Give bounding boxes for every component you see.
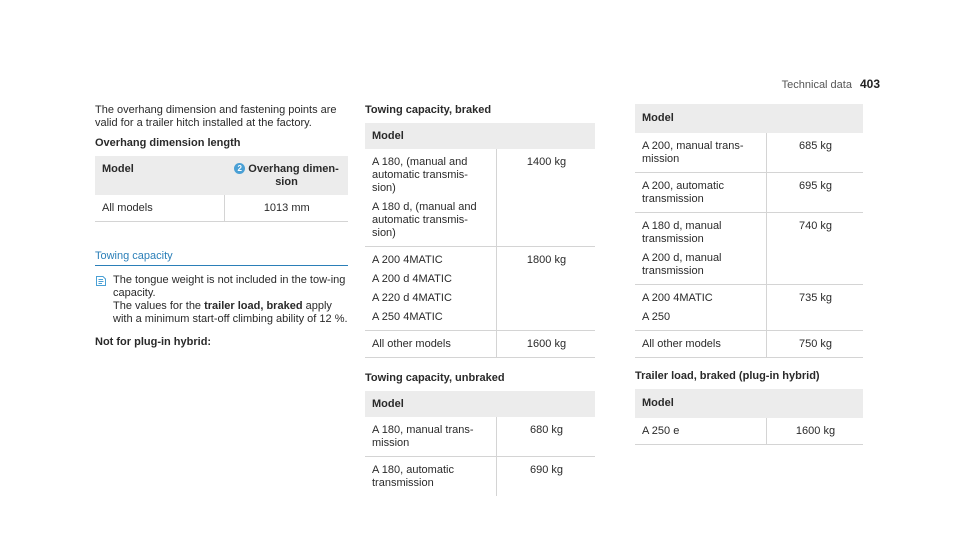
row-value: 690 kg	[497, 457, 596, 497]
model-name: A 180, (manual and automatic transmis-sion)	[372, 156, 468, 194]
page-number: 403	[859, 77, 880, 91]
hybrid-table	[635, 389, 863, 445]
unbraked-continued-table	[635, 104, 863, 358]
col-model-header: Model	[365, 391, 595, 417]
model-name: All other models	[372, 338, 451, 350]
column-2	[365, 104, 595, 496]
page-header	[748, 77, 880, 91]
table-header-row	[635, 104, 863, 133]
intro-text: The overhang dimension and fastening points are valid for a trailer hitch installed at the factory.	[95, 104, 337, 129]
note-block	[95, 274, 348, 326]
model-name: A 180, automatic transmission	[372, 464, 454, 489]
row-value: 1800 kg	[497, 247, 596, 331]
row-models	[635, 173, 767, 213]
row-models	[635, 331, 767, 358]
note-tongue-weight: The tongue weight is not included in the tow-ing capacity.	[113, 274, 346, 299]
row-models	[635, 285, 767, 331]
model-name: A 180 d, (manual and automatic transmis-sion)	[372, 201, 477, 239]
row-models	[635, 133, 767, 173]
row-model: All models	[95, 195, 224, 222]
towing-capacity-heading: Towing capacity	[95, 250, 348, 266]
row-value: 1600 kg	[767, 418, 864, 445]
unbraked-table	[365, 391, 595, 496]
row-models	[365, 247, 497, 331]
col-model-header: Model	[95, 156, 224, 195]
col-model-header: Model	[635, 104, 863, 133]
col-model-header: Model	[365, 123, 595, 149]
note-values-bold: trailer load, braked	[204, 300, 303, 312]
table-row	[635, 173, 863, 213]
table-row	[635, 331, 863, 358]
braked-heading: Towing capacity, braked	[365, 104, 492, 116]
row-value: 1400 kg	[497, 149, 596, 247]
table-row	[635, 418, 863, 445]
model-name: A 200 d, manual transmission	[642, 252, 722, 277]
overhang-header-label: Overhang dimen-sion	[248, 163, 339, 188]
row-models	[365, 457, 497, 497]
model-name: A 220 d 4MATIC	[372, 292, 452, 304]
section-title: Technical data	[781, 79, 852, 91]
table-header-row	[365, 123, 595, 149]
unbraked-heading: Towing capacity, unbraked	[365, 372, 505, 384]
model-name: A 200 4MATIC	[372, 254, 443, 266]
table-header-row	[365, 391, 595, 417]
column-1	[95, 104, 348, 349]
info-note-icon	[95, 275, 107, 287]
row-models	[365, 149, 497, 247]
row-models	[365, 331, 497, 358]
model-name: A 180 d, manual transmission	[642, 220, 722, 245]
model-name: A 250	[642, 311, 671, 323]
note-values-post: apply with a minimum start-off climbing ability of 12 %.	[113, 300, 348, 325]
model-name: A 200, manual trans-mission	[642, 140, 744, 165]
model-name: A 180, manual trans-mission	[372, 424, 474, 449]
row-value: 685 kg	[767, 133, 864, 173]
model-name: A 200 d 4MATIC	[372, 273, 452, 285]
table-header-row	[95, 156, 348, 195]
row-value: 740 kg	[767, 213, 864, 285]
model-name: A 200, automatic transmission	[642, 180, 724, 205]
row-value: 750 kg	[767, 331, 864, 358]
table-row	[365, 149, 595, 247]
row-models	[635, 213, 767, 285]
row-value: 1013 mm	[224, 195, 348, 222]
overhang-heading: Overhang dimension length	[95, 137, 241, 149]
table-row	[365, 457, 595, 497]
table-row	[635, 213, 863, 285]
note-values	[113, 300, 348, 326]
table-row	[365, 331, 595, 358]
table-header-row	[635, 389, 863, 418]
row-models	[365, 417, 497, 457]
col-model-header: Model	[635, 389, 863, 418]
hybrid-heading: Trailer load, braked (plug-in hybrid)	[635, 370, 820, 382]
overhang-table	[95, 156, 348, 222]
table-row	[95, 195, 348, 222]
callout-number-icon: 2	[234, 163, 245, 174]
model-name: All other models	[642, 338, 721, 350]
table-row	[365, 247, 595, 331]
row-value: 680 kg	[497, 417, 596, 457]
row-value: 1600 kg	[497, 331, 596, 358]
model-name: A 250 e	[642, 425, 680, 437]
not-hybrid-heading: Not for plug-in hybrid:	[95, 336, 212, 348]
note-values-pre: The values for the	[113, 300, 205, 312]
row-value: 695 kg	[767, 173, 864, 213]
model-name: A 200 4MATIC	[642, 292, 713, 304]
table-row	[365, 417, 595, 457]
table-row	[635, 285, 863, 331]
table-row	[635, 133, 863, 173]
braked-table	[365, 123, 595, 358]
column-3	[635, 104, 863, 445]
model-name: A 250 4MATIC	[372, 311, 443, 323]
col-overhang-header	[224, 156, 348, 195]
row-models	[635, 418, 767, 445]
row-value: 735 kg	[767, 285, 864, 331]
